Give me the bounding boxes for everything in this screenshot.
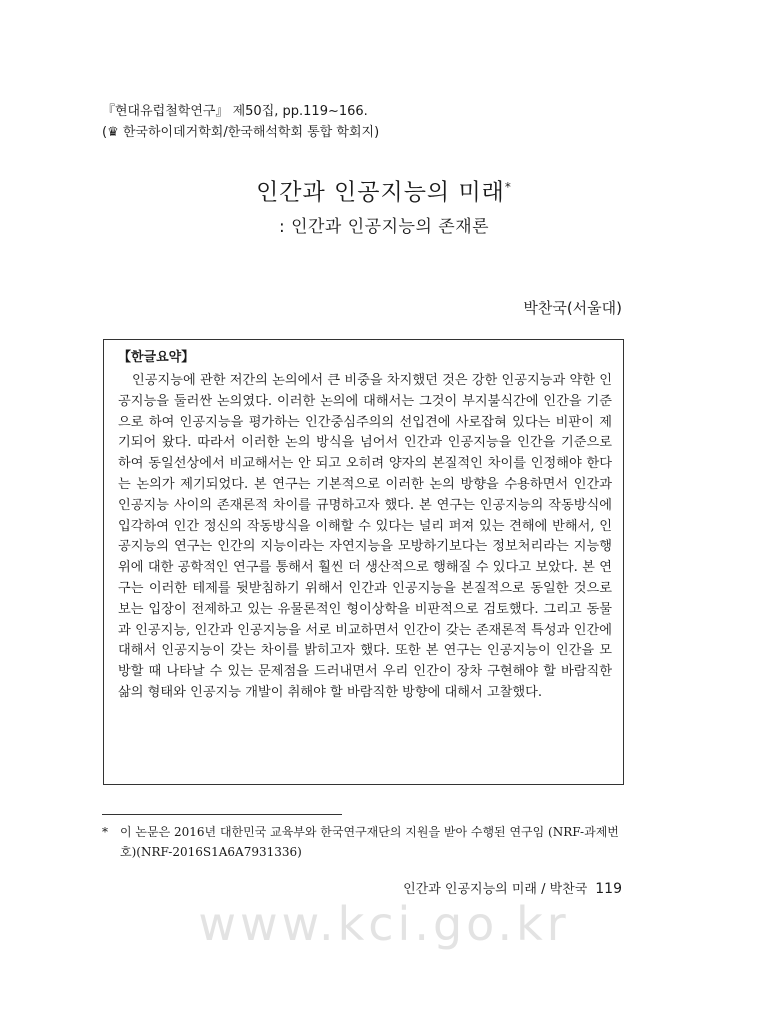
- footnote-divider: [102, 814, 342, 815]
- page-number: 119: [595, 881, 622, 897]
- abstract-box: [103, 339, 624, 785]
- watermark: www.kci.go.kr: [198, 897, 570, 951]
- title-footnote-mark: *: [504, 180, 512, 194]
- journal-citation: 『현대유럽철학연구』 제50집, pp.119~166.: [102, 104, 368, 119]
- footnote-text: 이 논문은 2016년 대한민국 교육부와 한국연구재단의 지원을 받아 수행된 연구임 (NRF-과제번호)(NRF-2016S1A6A7931336): [120, 825, 619, 859]
- paper-title: [0, 172, 768, 208]
- running-title: 인간과 인공지능의 미래 / 박찬국: [403, 882, 588, 897]
- society-note: (♛ 한국하이데거학회/한국해석학회 통합 학회지): [102, 125, 380, 140]
- footnote: [102, 822, 626, 862]
- abstract-heading: 【한글요약】: [118, 350, 195, 365]
- paper-subtitle: : 인간과 인공지능의 존재론: [278, 217, 490, 237]
- abstract-body: 인공지능에 관한 저간의 논의에서 큰 비중을 차지했던 것은 강한 인공지능과 약한 인공지능을 둘러싼 논의였다. 이러한 논의에 대해서는 그것이 부지불식간에 인간을 기준으로 하여 인공지능을 평가하는 인간중심주의의 선입견에 사로잡혀 있다는 비판이 제기되어 왔다. 따라서 이러한 논의 방식을 넘어서 인간과 인공지능을 인간을 기준으로 하여 동일선상에서 비교해서는 안 되고 오히려 양자의 본질적인 차이를 인정해야 한다는 논의가 제기되었다. 본 연구는 기본적으로 이러한 논의 방향을 수용하면서 인간과 인공지능 사이의 존재론적 차이를 규명하고자 했다. 본 연구는 인공지능의 작동방식에 입각하여 인간 정신의 작동방식을 이해할 수 있다는 널리 퍼져 있는 견해에 반해서, 인공지능의 연구는 인간의 지능이라는 자연지능을 모방하기보다는 정보처리라는 지능행위에 대한 공학적인 연구를 통해서 훨씬 더 생산적으로 행해질 수 있다고 보았다. 본 연구는 이러한 테제를 뒷받침하기 위해서 인간과 인공지능을 본질적으로 동일한 것으로 보는 입장이 전제하고 있는 유물론적인 형이상학을 비판적으로 검토했다. 그리고 동물과 인공지능, 인간과 인공지능을 서로 비교하면서 인간이 갖는 존재론적 특성과 인간에 대해서 인공지능이 갖는 차이를 밝히고자 했다. 또한 본 연구는 인공지능이 인간을 모방할 때 나타날 수 있는 문제점을 드러내면서 우리 인간이 장차 구현해야 할 바람직한 삶의 형태와 인공지능 개발이 취해야 할 바람직한 방향에 대해서 고찰했다.: [118, 373, 612, 700]
- author-affiliation: 박찬국(서울대): [523, 299, 622, 317]
- title-text: 인간과 인공지능의 미래: [256, 179, 505, 206]
- footnote-mark: *: [102, 825, 108, 839]
